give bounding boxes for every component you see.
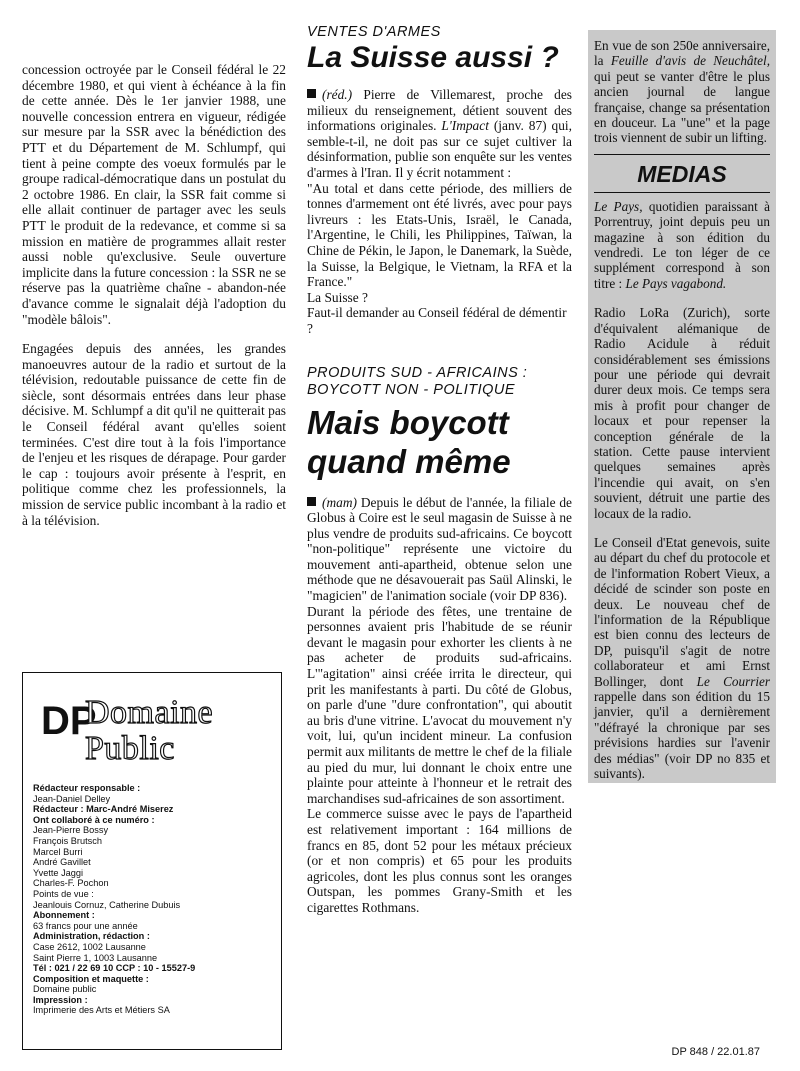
article2-kicker-2: BOYCOTT NON - POLITIQUE (307, 381, 516, 398)
article1-byline: (réd.) (322, 87, 353, 102)
impressum-line: Case 2612, 1002 Lausanne (33, 941, 146, 952)
impressum-line: Impression : (33, 994, 88, 1005)
impressum-line: Imprimerie des Arts et Métiers SA (33, 1005, 170, 1016)
impressum-line: Composition et maquette : (33, 973, 149, 984)
article1-quote: "Au total et dans cette période, des milliers de tonnes d'armement ont été livrés, avec pour pays livreurs : les Etats-Unis, Israël, le Canada, l'Argentine, le Chili, les Philippines, Taïwan, la Chine de Pékin, le Japon, le Danemark, la Suède, la Suisse, la Belgique, le Vietnam, la RFA et la France." (307, 180, 572, 290)
square-bullet-icon (307, 497, 316, 506)
col1-paragraph-1: concession octroyée par le Conseil fédéral le 22 décembre 1980, et qui vient à échéance à la fin de cette année. Dès le 1er janvier 1988, une nouvelle concession entrera en vigueur, rédigée sur mesure par la SSR avec la bénédiction des PTT et du Département de M. Schlumpf, qui tient à peine compte des voeux formulés par le groupe radical-démocratique dans un postulat du 2 octobre 1986. En clair, la SSR fait comme si elle allait continuer de partager avec les seuls PTT le produit de la redevance, et comme si sa mission en matière de programmes allait rester aussi noble qu'exclusive. Seule ouverture implicite dans la future concession : la SSR ne se réserve pas la quatrième chaîne - abandon-née d'avance comme le signalait déjà l'adoption du "modèle bâlois". (22, 62, 286, 327)
impressum-line: Tél : 021 / 22 69 10 CCP : 10 - 15527-9 (33, 963, 196, 974)
col1-paragraph-2: Engagées depuis des années, les grandes manoeuvres autour de la radio et surtout de la télévision, redoutable puissance de cette fin de siècle, sont désormais entrées dans leur phase décisive. M. Schlumpf a dit qu'il ne quitterait pas le Conseil fédéral avant qu'elles soient terminées. C'est dire tout à la fois l'importance de l'enjeu et les risques de dérapage. Pour garder le cap : toujours avoir présente à l'esprit, en politique comme chez les professionnels, la mission de service public incombant à la radio et à la télévision. (22, 341, 286, 528)
impressum (33, 783, 273, 1016)
article2-kicker-1: PRODUITS SUD - AFRICAINS : (307, 364, 528, 381)
impressum-line: Charles-F. Pochon (33, 878, 109, 889)
impressum-line: Domaine public (33, 984, 97, 995)
impressum-line: Saint Pierre 1, 1003 Lausanne (33, 952, 158, 963)
article2-body-2: Durant la période des fêtes, une trentaine de personnes avaient pris l'habitude de se réunir devant le magasin pour exhorter les clients à ne pas acheter de produits sud-africains. L'"agitation" ainsi créée irrita le directeur, qui prit les manifestants à parti. Du côté de Globus, on parle d'une "dure confrontation", qui aboutit au bris d'une vitrine. L'avocat du mouvement n'y voit, lui, qu'un incident mineur. La confusion permit aux militants de mettre le chef de la filiale au pied du mur, lui donnant le choix entre une plainte pour atteinte à l'honneur et le retrait des marchandises sud-africaines de son assortiment. (307, 603, 572, 806)
impressum-line: Jeanlouis Cornuz, Catherine Dubuis (33, 899, 181, 910)
article2-body-1: (mam) Depuis le début de l'année, la filiale de Globus à Coire est le seul magasin de Suisse à ne plus vendre de produits sud-africains. Ce boycott "non-politique" représente une victoire du mouvement anti-apartheid, obtenue selon une méthode que ne désavouerait pas Saül Alinski, le "magicien" de l'animation sociale (voir DP 836). (307, 494, 572, 604)
sidebar-intro: En vue de son 250e anniversaire, la Feuille d'avis de Neuchâtel, qui peut se vanter d'être le plus ancien journal de langue française, change sa présentation en douceur. La "une" et la page trois viennent de subir un lifting. (594, 38, 770, 146)
impressum-line: Ont collaboré à ce numéro : (33, 814, 155, 825)
logo-word-public: Public (85, 730, 175, 767)
impressum-line: Jean-Daniel Delley (33, 793, 111, 804)
page-footer: DP 848 / 22.01.87 (671, 1046, 760, 1058)
medias-heading: MEDIAS (594, 155, 770, 193)
impressum-line: François Brutsch (33, 835, 102, 846)
article1-line2: Faut-il demander au Conseil fédéral de démentir ? (307, 305, 567, 336)
article1-body: (réd.) Pierre de Villemarest, proche des milieux du renseignement, détient souvent des informations originales. L'Impact (janv. 87) qui, semble-t-il, ne doit pas sur ce sujet cultiver la désinformation, publie son enquête sur les ventes d'armes à l'Iran. Il y écrit notamment : (307, 87, 572, 180)
impressum-line: Points de vue : (33, 888, 94, 899)
sidebar-item-2: Radio LoRa (Zurich), sorte d'équivalent alémanique de Radio Acidule à réduit considérablement ses émissions pour une période qui devrait durer deux mois. Ce temps sera mis à profit pour changer de locaux et pour repenser la conception générale de la station. Cette pause intervient quelques semaines après l'incendie qui avait, on s'en souvient, détruit une partie des locaux de la radio. (594, 305, 770, 521)
column-1 (22, 62, 286, 528)
article1-kicker: VENTES D'ARMES (307, 24, 441, 40)
article1-line1: La Suisse ? (307, 289, 368, 305)
logo-word-domaine: Domaine (85, 694, 214, 731)
sidebar-item-1: Le Pays, quotidien paraissant à Porrentruy, joint depuis peu un magazine à son édition du vendredi. Le ton léger de ce supplément correspond à son titre : Le Pays vagabond. (594, 198, 771, 291)
article2-body-3: Le commerce suisse avec le pays de l'apartheid est relativement important : 164 millions de francs en 85, dont 52 pour les métaux précieux (or et non compris) et 65 pour les produits agricoles, dont les plus connus sont les oranges Outspan, les pommes Grany-Smith et les cigarettes Rothmans. (307, 806, 572, 915)
article2-headline: Mais boycott quand même (307, 403, 511, 480)
square-bullet-icon (307, 89, 316, 98)
article2-byline: (mam) (322, 494, 357, 510)
impressum-line: Yvette Jaggi (33, 867, 84, 878)
impressum-line: Administration, rédaction : (33, 931, 150, 942)
impressum-line: 63 francs pour une année (33, 920, 138, 931)
logo-dp-letters: DP (41, 699, 97, 743)
impressum-line: André Gavillet (33, 857, 91, 868)
article1-headline: La Suisse aussi ? (307, 41, 559, 74)
impressum-line: Rédacteur responsable : (33, 783, 141, 793)
sidebar-item-3: Le Conseil d'Etat genevois, suite au départ du chef du protocole et de l'information Robert Vieux, a décidé de scinder son poste en deux. Le nouveau chef de l'information de la République est bien connu des lecteurs de DP, puisqu'il s'agit de notre collaborateur et ami Ernst Bollinger, dont Le Courrier rappelle dans son édition du 15 janvier, qu'il a dernièrement "défrayé la chronique par ses prévisions hardies sur l'avenir des médias" (voir DP no 835 et suivants). (594, 534, 771, 782)
domaine-public-logo (33, 695, 273, 767)
impressum-line: Jean-Pierre Bossy (33, 825, 109, 836)
masthead-box (22, 672, 282, 1050)
column-2 (307, 24, 572, 916)
medias-sidebar (588, 30, 776, 783)
impressum-line: Marcel Burri (33, 846, 83, 857)
article1-source: L'Impact (441, 118, 489, 134)
impressum-line: Rédacteur : Marc-André Miserez (33, 804, 174, 815)
impressum-line: Abonnement : (33, 910, 95, 921)
